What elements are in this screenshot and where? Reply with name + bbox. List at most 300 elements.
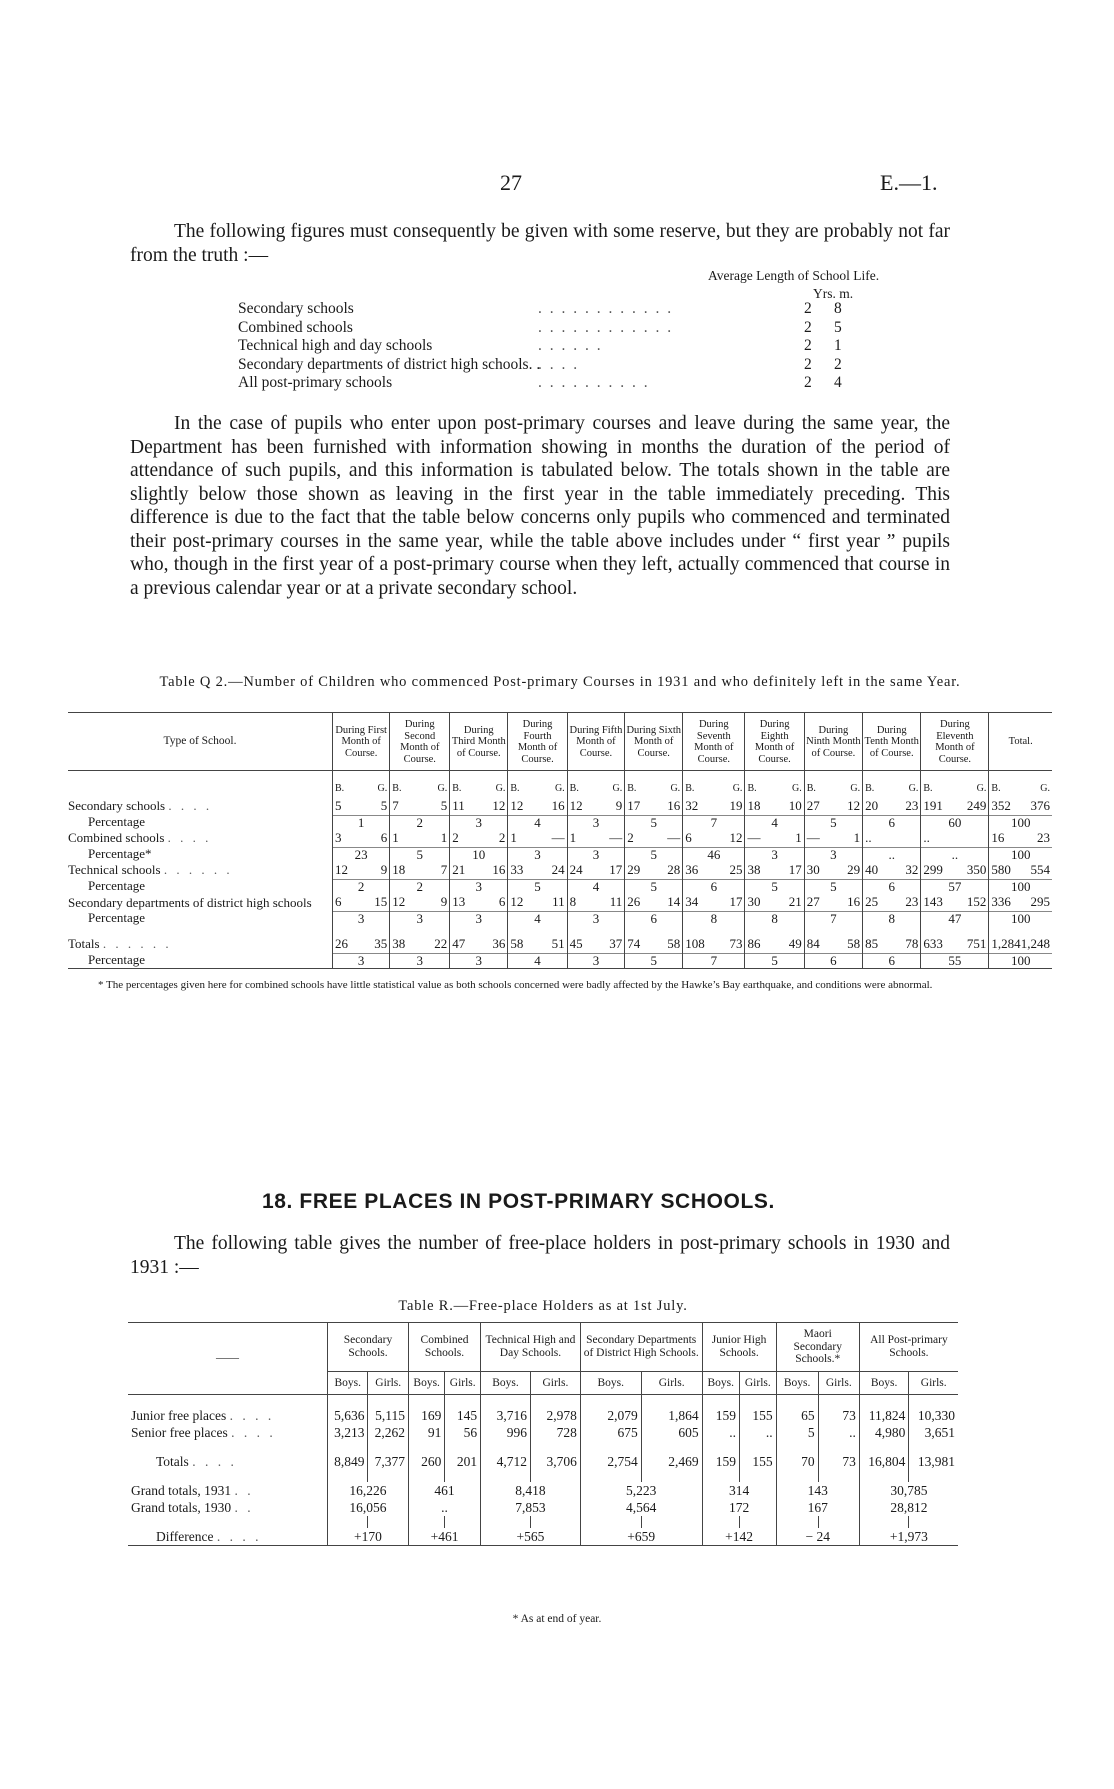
value-cell: 2,469 <box>641 1453 702 1470</box>
boys-label: B. <box>806 783 816 794</box>
girls-value: 51 <box>551 936 565 951</box>
boys-value: 18 <box>747 798 761 813</box>
bg-cell <box>390 798 450 816</box>
percentage-row <box>68 879 1052 894</box>
percentage-value: 6 <box>863 879 921 894</box>
boys-value: 16 <box>991 830 1005 845</box>
girls-value: 23 <box>905 894 919 909</box>
boys-value: .. <box>865 830 872 845</box>
table-r-title: Table R.—Free-place Holders as at 1st July. <box>398 1298 688 1314</box>
girls-value: 19 <box>729 798 743 813</box>
column-header: During Sixth Month of Course. <box>625 713 683 771</box>
boys-value: 26 <box>335 936 348 951</box>
avg-life-months: 4 <box>834 374 842 391</box>
group-header: Combined Schools. <box>408 1323 480 1372</box>
avg-life-years: 2 <box>804 355 812 373</box>
girls-value: 9 <box>440 894 448 909</box>
boys-value: 7 <box>392 798 399 813</box>
boys-value: — <box>806 830 820 845</box>
girls-value: 9 <box>380 862 388 877</box>
girls-value: 78 <box>905 936 919 951</box>
avg-life-months: 1 <box>834 337 842 354</box>
table-row <box>128 1407 958 1424</box>
leader-dots: . . . . . . . . . . <box>538 374 650 391</box>
bg-cell <box>989 894 1052 912</box>
boys-value: 12 <box>335 862 348 877</box>
bg-cell <box>863 862 921 880</box>
boys-label: B. <box>923 783 933 794</box>
boys-value: 2 <box>627 830 634 845</box>
table-row <box>128 1499 958 1516</box>
boys-value: 191 <box>923 798 943 813</box>
percentage-value: 4 <box>508 815 567 830</box>
boys-value: 12 <box>510 798 524 813</box>
avg-life-units: Yrs. m. <box>813 286 854 301</box>
value-cell: 159 <box>702 1407 739 1424</box>
girls-value: 25 <box>729 862 743 877</box>
value-cell: 70 <box>776 1453 818 1470</box>
group-header: All Post-primary Schools. <box>859 1323 958 1372</box>
bg-cell <box>921 830 989 848</box>
percentage-value: 4 <box>567 879 625 894</box>
girls-value: 14 <box>667 894 681 909</box>
boys-value: 143 <box>923 894 943 909</box>
row-label <box>128 1528 328 1546</box>
percentage-value: 5 <box>804 815 862 830</box>
column-header: During Fourth Month of Course. <box>508 713 567 771</box>
column-header: During Ninth Month of Course. <box>804 713 862 771</box>
column-header: During Eleventh Month of Course. <box>921 713 989 771</box>
girls-value: 249 <box>966 798 987 813</box>
girls-header: Girls. <box>818 1371 859 1395</box>
value-cell: 728 <box>530 1424 580 1441</box>
combined-cell: 167 <box>776 1499 859 1516</box>
boys-label: B. <box>747 783 757 794</box>
girls-value: — <box>551 830 565 845</box>
intro-paragraph: The following figures must consequently be given with some reserve, but they are probably not far from the truth :— <box>130 221 950 266</box>
girls-label: G. <box>732 783 743 794</box>
girls-label: G. <box>377 783 388 794</box>
table-r-footnote: * As at end of year. <box>512 1613 602 1625</box>
percentage-value: 5 <box>508 879 567 894</box>
boys-value: 38 <box>747 862 761 877</box>
table-r <box>128 1322 958 1546</box>
boys-header: Boys. <box>408 1371 444 1395</box>
row-label <box>68 936 333 954</box>
girls-value: 1 <box>853 830 861 845</box>
combined-cell: 16,056 <box>328 1499 409 1516</box>
boys-value: 12 <box>392 894 406 909</box>
bg-cell <box>683 862 745 880</box>
bg-cell <box>683 798 745 816</box>
boys-value: 1 <box>510 830 517 845</box>
percentage-row <box>68 847 1052 862</box>
table-row <box>68 894 1052 912</box>
boys-value: 47 <box>452 936 466 951</box>
value-cell: 159 <box>702 1453 739 1470</box>
value-cell: 2,754 <box>580 1453 641 1470</box>
boys-label: B. <box>627 783 637 794</box>
boys-value: 30 <box>747 894 761 909</box>
bg-cell <box>625 894 683 912</box>
boys-value: 24 <box>569 862 583 877</box>
boys-value: — <box>747 830 761 845</box>
leader-dots: . . . . <box>168 798 213 814</box>
percentage-label-text: Percentage <box>88 952 146 968</box>
leader-dots: . . . . <box>231 1425 276 1440</box>
girls-value: 12 <box>492 798 506 813</box>
percentage-value: 1 <box>333 815 390 830</box>
girls-value: 9 <box>615 798 623 813</box>
percentage-value: 100 <box>989 911 1052 926</box>
percentage-value: 4 <box>508 953 567 968</box>
row-label-text: Senior free places <box>131 1425 228 1440</box>
value-cell: 4,712 <box>481 1453 531 1470</box>
value-cell: 155 <box>739 1407 776 1424</box>
combined-cell: +461 <box>408 1528 480 1546</box>
column-header: During First Month of Course. <box>333 713 390 771</box>
percentage-value: 3 <box>333 911 390 926</box>
boys-value: 108 <box>685 936 705 951</box>
value-cell: .. <box>818 1424 859 1441</box>
bg-cell <box>921 936 989 954</box>
girls-value: 751 <box>966 936 987 951</box>
percentage-label <box>68 815 333 830</box>
percentage-value: .. <box>921 847 989 862</box>
bg-cell <box>450 830 508 848</box>
combined-cell: .. <box>408 1499 480 1516</box>
girls-label: G. <box>495 783 506 794</box>
column-header: During Eighth Month of Course. <box>745 713 804 771</box>
boys-value: 6 <box>335 894 342 909</box>
avg-life-months: 5 <box>834 318 842 336</box>
bg-cell <box>508 862 567 880</box>
girls-value: 24 <box>551 862 565 877</box>
girls-value: 29 <box>847 862 861 877</box>
girls-header: Girls. <box>739 1371 776 1395</box>
bg-cell <box>625 798 683 816</box>
boys-value: 86 <box>747 936 761 951</box>
bg-subheader <box>989 781 1052 798</box>
boys-value: 45 <box>569 936 583 951</box>
combined-cell: +142 <box>702 1528 776 1546</box>
boys-label: B. <box>392 783 402 794</box>
bg-cell <box>390 862 450 880</box>
boys-label: B. <box>510 783 520 794</box>
girls-value: — <box>667 830 681 845</box>
girls-value: 350 <box>966 862 987 877</box>
girls-label: G. <box>670 783 681 794</box>
bg-cell <box>508 936 567 954</box>
girls-value: 5 <box>440 798 448 813</box>
row-label-text: Technical schools <box>68 862 161 878</box>
leader-dots: . . . . <box>167 830 212 846</box>
bg-cell <box>390 830 450 848</box>
boys-header: Boys. <box>328 1371 368 1395</box>
value-cell: 260 <box>408 1453 444 1470</box>
bg-cell <box>683 830 745 848</box>
value-cell: 7,377 <box>368 1453 408 1470</box>
bg-cell <box>989 862 1052 880</box>
value-cell: 65 <box>776 1407 818 1424</box>
percentage-value: 3 <box>450 911 508 926</box>
leader-dots: . . . . . . <box>163 862 233 878</box>
bg-cell <box>333 862 390 880</box>
boys-value: 38 <box>392 936 406 951</box>
value-cell: 2,262 <box>368 1424 408 1441</box>
percentage-value: 6 <box>683 879 745 894</box>
boys-value: 13 <box>452 894 466 909</box>
bg-subheader <box>508 781 567 798</box>
bg-subheader-row <box>68 781 1052 798</box>
percentage-value: .. <box>863 847 921 862</box>
combined-cell: 461 <box>408 1482 480 1499</box>
girls-value: 37 <box>609 936 623 951</box>
row-label-text: Secondary schools <box>68 798 166 814</box>
column-header: During Third Month of Course. <box>450 713 508 771</box>
girls-value: 376 <box>1030 798 1050 813</box>
row-label <box>68 862 333 880</box>
bg-cell <box>625 936 683 954</box>
girls-header: Girls. <box>368 1371 408 1395</box>
combined-cell: − 24 <box>776 1528 859 1546</box>
value-cell: 3,706 <box>530 1453 580 1470</box>
row-label <box>68 894 333 912</box>
percentage-label-text: Percentage* <box>88 846 152 862</box>
table-r-corner: —— <box>216 1352 239 1365</box>
girls-value: 12 <box>847 798 861 813</box>
percentage-value: 3 <box>745 847 804 862</box>
bg-cell <box>989 830 1052 848</box>
girls-label: G. <box>437 783 448 794</box>
combined-cell: 172 <box>702 1499 776 1516</box>
value-cell: 11,824 <box>859 1407 909 1424</box>
row-label-text: Difference <box>156 1529 214 1544</box>
value-cell: 13,981 <box>909 1453 958 1470</box>
avg-life-label: Secondary departments of district high schools. . <box>238 355 541 373</box>
leader-dots: . . . . <box>216 1529 262 1544</box>
percentage-value: 46 <box>683 847 745 862</box>
girls-value: 5 <box>380 798 388 813</box>
percentage-value: 55 <box>921 953 989 968</box>
value-cell: .. <box>702 1424 739 1441</box>
girls-value: 17 <box>609 862 623 877</box>
percentage-row <box>68 953 1052 968</box>
bg-cell <box>390 936 450 954</box>
boys-value: 3 <box>335 830 342 845</box>
percentage-value: 4 <box>745 815 804 830</box>
boys-value: 18 <box>392 862 406 877</box>
bg-cell <box>333 894 390 912</box>
value-cell: 56 <box>445 1424 481 1441</box>
avg-life-years: 2 <box>804 337 812 354</box>
avg-life-years: 2 <box>804 374 812 391</box>
percentage-value: 4 <box>508 911 567 926</box>
document-reference: E.—1. <box>880 170 938 195</box>
percentage-value: 2 <box>333 879 390 894</box>
avg-life-heading: Average Length of School Life. <box>708 268 880 283</box>
bg-cell <box>508 798 567 816</box>
bg-cell <box>804 862 862 880</box>
girls-label: G. <box>908 783 919 794</box>
value-cell: 3,716 <box>481 1407 531 1424</box>
row-label <box>128 1499 328 1516</box>
bg-subheader <box>921 781 989 798</box>
bg-subheader <box>683 781 745 798</box>
combined-cell: 4,564 <box>580 1499 702 1516</box>
girls-label: G. <box>791 783 802 794</box>
avg-life-label: Secondary schools <box>238 300 354 317</box>
girls-value: 12 <box>729 830 743 845</box>
group-header: Technical High and Day Schools. <box>481 1323 581 1372</box>
table-row <box>68 862 1052 880</box>
percentage-value: 3 <box>390 953 450 968</box>
bg-cell <box>863 936 921 954</box>
girls-header: Girls. <box>909 1371 958 1395</box>
girls-value: 2 <box>498 830 506 845</box>
value-cell: 73 <box>818 1407 859 1424</box>
row-label-text: Junior free places <box>131 1408 227 1423</box>
row-label <box>128 1482 328 1499</box>
percentage-value: 5 <box>390 847 450 862</box>
bg-cell <box>804 894 862 912</box>
girls-value: 22 <box>434 936 448 951</box>
bg-cell <box>921 798 989 816</box>
girls-header: Girls. <box>530 1371 580 1395</box>
bg-cell <box>921 894 989 912</box>
boys-header: Boys. <box>580 1371 641 1395</box>
percentage-value: 3 <box>390 911 450 926</box>
girls-label: G. <box>976 783 987 794</box>
percentage-label-text: Percentage <box>88 814 146 830</box>
table-row <box>68 936 1052 954</box>
bg-cell <box>567 862 625 880</box>
boys-value: 352 <box>991 798 1011 813</box>
girls-value: 7 <box>440 862 448 877</box>
row-label-text: Totals <box>68 936 100 952</box>
boys-value: 40 <box>865 862 879 877</box>
girls-header: Girls. <box>445 1371 481 1395</box>
column-header: During Seventh Month of Course. <box>683 713 745 771</box>
girls-header: Girls. <box>641 1371 702 1395</box>
percentage-value: 60 <box>921 815 989 830</box>
percentage-value: 3 <box>450 815 508 830</box>
girls-value: 16 <box>667 798 681 813</box>
percentage-value: 100 <box>989 953 1052 968</box>
table-row <box>68 830 1052 848</box>
bg-cell <box>450 798 508 816</box>
boys-label: B. <box>991 783 1001 794</box>
percentage-value: 6 <box>804 953 862 968</box>
bg-subheader <box>745 781 804 798</box>
value-cell: 91 <box>408 1424 444 1441</box>
value-cell: 16,804 <box>859 1453 909 1470</box>
boys-value: 27 <box>806 894 820 909</box>
bg-cell <box>921 862 989 880</box>
girls-value: 10 <box>788 798 802 813</box>
percentage-value: 100 <box>989 815 1052 830</box>
percentage-value: 8 <box>745 911 804 926</box>
avg-life-row <box>238 319 858 338</box>
boys-value: 27 <box>806 798 820 813</box>
boys-value: 21 <box>452 862 466 877</box>
boys-value: 633 <box>923 936 943 951</box>
girls-value: 11 <box>552 894 565 909</box>
leader-dots: . . . . <box>192 1454 237 1469</box>
boys-value: 84 <box>806 936 820 951</box>
bg-cell <box>989 936 1052 954</box>
bg-cell <box>989 798 1052 816</box>
bg-cell <box>333 830 390 848</box>
boys-value: 34 <box>685 894 699 909</box>
value-cell: 1,864 <box>641 1407 702 1424</box>
boys-value: 1 <box>392 830 399 845</box>
girls-value: 21 <box>788 894 802 909</box>
percentage-value: 8 <box>683 911 745 926</box>
girls-label: G. <box>612 783 623 794</box>
girls-value: 1 <box>440 830 448 845</box>
girls-value: 1 <box>795 830 802 845</box>
girls-value: 15 <box>374 894 388 909</box>
girls-value: 554 <box>1030 862 1050 877</box>
percentage-value: 3 <box>450 953 508 968</box>
girls-value: 23 <box>1037 830 1050 845</box>
combined-cell: 16,226 <box>328 1482 409 1499</box>
bg-cell <box>508 830 567 848</box>
percentage-value: 3 <box>508 847 567 862</box>
boys-value: 336 <box>991 894 1011 909</box>
boys-value: 25 <box>865 894 879 909</box>
percentage-value: 2 <box>390 879 450 894</box>
column-header: Total. <box>989 713 1052 771</box>
percentage-value: 100 <box>989 847 1052 862</box>
percentage-value: 6 <box>863 953 921 968</box>
bg-cell <box>625 862 683 880</box>
boys-value: 1 <box>569 830 577 845</box>
boys-header: Boys. <box>702 1371 739 1395</box>
girls-value: 1,248 <box>1020 936 1050 951</box>
section-paragraph: The following table gives the number of free-place holders in post-primary schools in 1930 and 1931 :— <box>130 1233 950 1278</box>
avg-life-months: 8 <box>834 300 842 317</box>
value-cell: 5 <box>776 1424 818 1441</box>
bg-cell <box>567 936 625 954</box>
table-row <box>128 1424 958 1441</box>
bg-cell <box>333 936 390 954</box>
combined-cell: 5,223 <box>580 1482 702 1499</box>
value-cell: 5,115 <box>368 1407 408 1424</box>
boys-label: B. <box>452 783 462 794</box>
table-q2-title: Table Q 2.—Number of Children who commenced Post-primary Courses in 1931 and who definitely left in the same Year. <box>159 674 961 690</box>
girls-value: 28 <box>667 862 681 877</box>
bg-cell <box>450 862 508 880</box>
percentage-value: 6 <box>863 815 921 830</box>
leader-dots: . . . . . . <box>102 936 172 952</box>
girls-label: G. <box>850 783 861 794</box>
bg-cell <box>450 936 508 954</box>
boys-value: .. <box>923 830 930 845</box>
avg-life-row <box>238 300 858 319</box>
percentage-value: 8 <box>863 911 921 926</box>
girls-value: 36 <box>492 936 506 951</box>
group-header: Junior High Schools. <box>702 1323 776 1372</box>
row-label <box>128 1424 328 1441</box>
bg-subheader <box>450 781 508 798</box>
combined-cell: 314 <box>702 1482 776 1499</box>
boys-value: 11 <box>452 798 465 813</box>
girls-value: 152 <box>966 894 987 909</box>
value-cell: 145 <box>445 1407 481 1424</box>
percentage-value: 7 <box>804 911 862 926</box>
